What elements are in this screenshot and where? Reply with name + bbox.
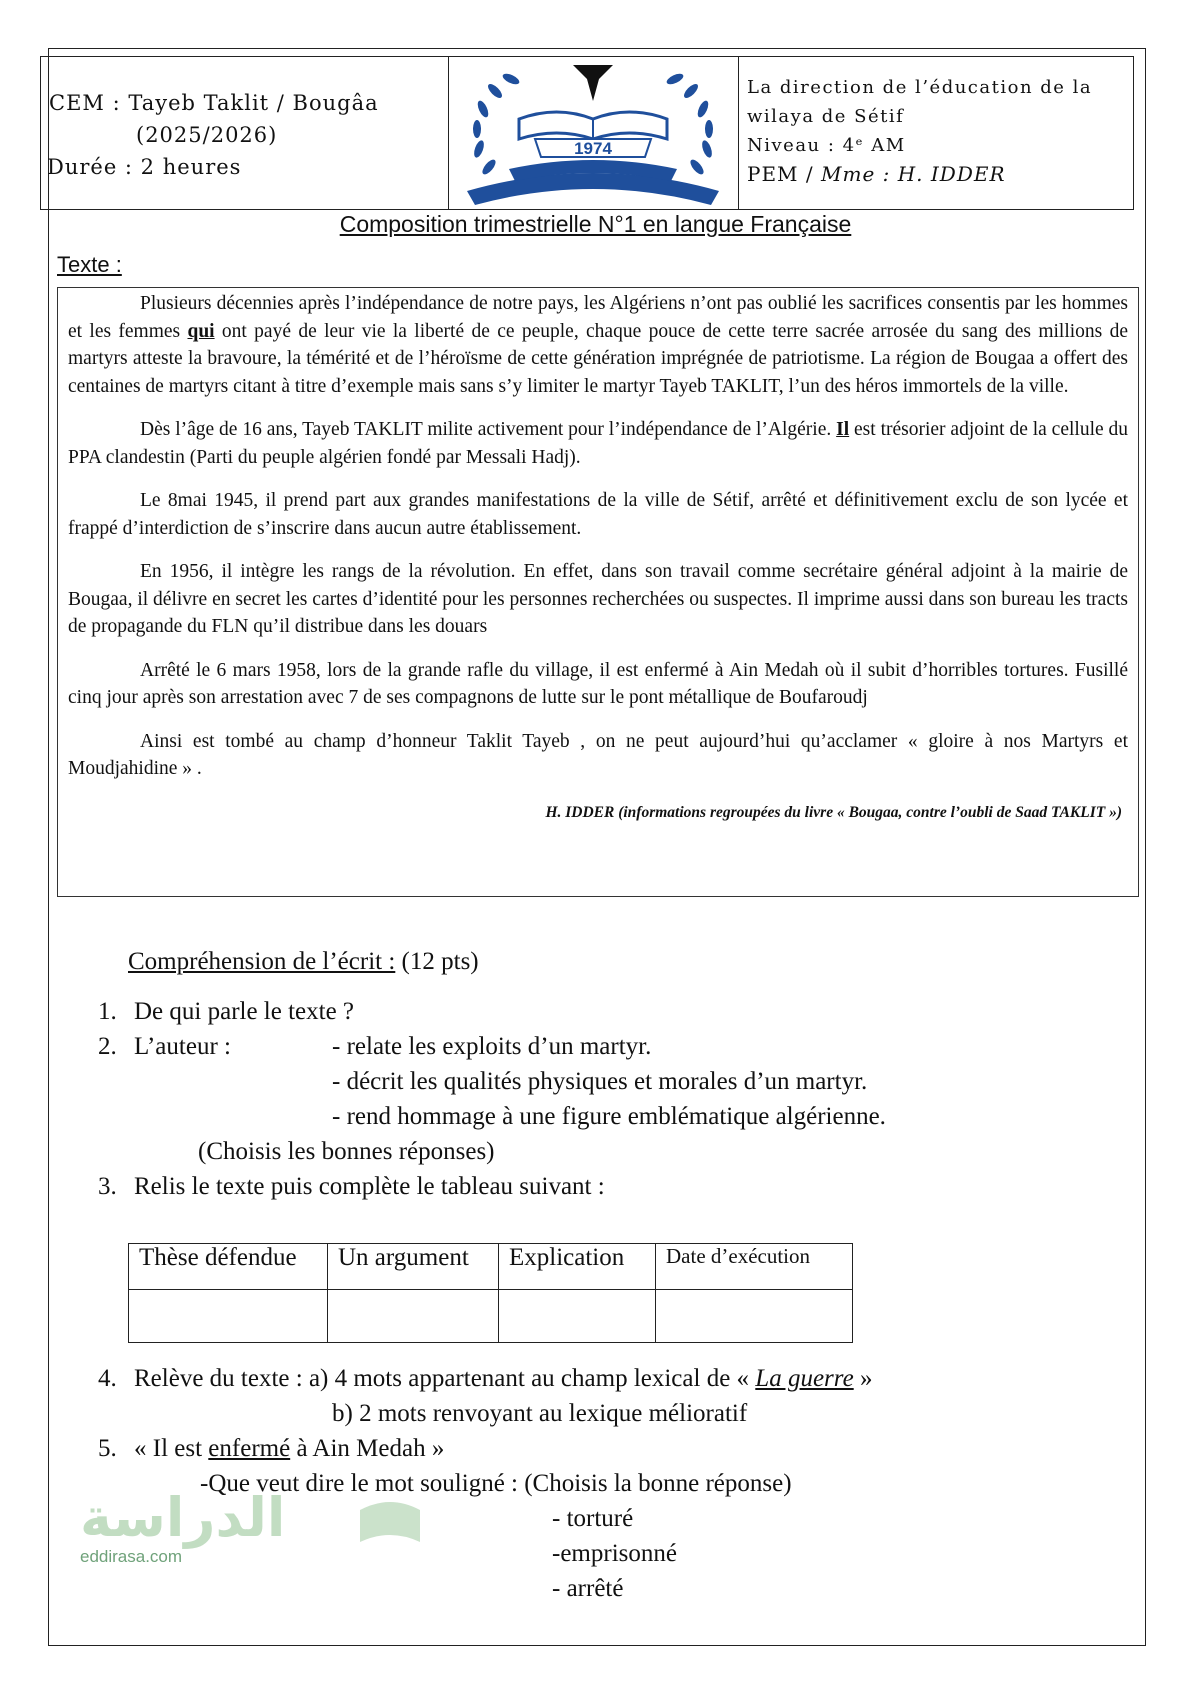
question-2-option-2: - décrit les qualités physiques et morales d’un martyr. (332, 1068, 868, 1095)
watermark-site: eddirasa.com (80, 1547, 183, 1566)
question-5-number: 5. (98, 1435, 117, 1462)
paragraph-5: Arrêté le 6 mars 1958, lors de la grande rafle du village, il est enfermé à Ain Medah où il subit d’horribles tortures. Fusillé cinq jour après son arrestation avec 7 de ses compagnons de lutte sur le pont métallique de Boufaroudj (68, 659, 1128, 708)
table-cell-date[interactable] (656, 1290, 853, 1343)
question-2-option-3: - rend hommage à une figure emblématique algérienne. (332, 1103, 886, 1130)
question-4-a-suffix: » (853, 1365, 873, 1392)
question-2 (98, 1033, 231, 1061)
header (40, 56, 1134, 210)
exam-duration: Durée : 2 heures (47, 155, 242, 179)
watermark-logo (70, 1480, 430, 1575)
paragraph-6: Ainsi est tombé au champ d’honneur Taklit Tayeb , on ne peut aujourd’hui qu’acclamer « gloire à nos Martyrs et Moudjahidine » . (68, 730, 1128, 779)
texte-label: Texte : (57, 252, 122, 277)
direction-line-1: La direction de l’éducation de la (747, 77, 1093, 98)
table-header-row (129, 1244, 853, 1290)
question-5-prefix: « Il est (134, 1435, 209, 1462)
table-cell-explication[interactable] (499, 1290, 656, 1343)
paragraph-4: En 1956, il intègre les rangs de la révolution. En effet, dans son travail comme secrétaire général adjoint à la mairie de Bougaa, il délivre en secret les cartes d’identité pour les personnes recherchées ou suspectes. Il imprime aussi dans son bureau les tracts de propagande du FLN qu’il distribue dans les douars (68, 561, 1128, 637)
question-4-a-prefix: Relève du texte : a) 4 mots appartenant au champ lexical de « (134, 1365, 756, 1392)
comprehension-heading (128, 948, 479, 976)
question-2-option-1: - relate les exploits d’un martyr. (332, 1033, 652, 1060)
question-4-a-term: La guerre (755, 1365, 854, 1392)
comprehension-points: (12 pts) (395, 948, 479, 975)
question-1 (98, 998, 354, 1026)
question-3 (98, 1173, 605, 1201)
question-1-number: 1. (98, 998, 117, 1025)
paragraph-1 (68, 290, 1128, 400)
school-logo (449, 57, 739, 209)
question-2-number: 2. (98, 1033, 117, 1060)
question-4-number: 4. (98, 1365, 117, 1392)
question-5-option-3: - arrêté (552, 1575, 624, 1602)
table-header-argument: Un argument (328, 1244, 499, 1290)
header-direction-block (739, 57, 1133, 209)
question-4 (98, 1365, 872, 1393)
question-3-text: Relis le texte puis complète le tableau suivant : (134, 1173, 605, 1200)
p1-highlight-qui: qui (187, 320, 215, 342)
school-year: (2025/2026) (136, 123, 278, 147)
logo-emblem-icon (449, 57, 737, 209)
question-5-ask: -Que veut dire le mot souligné : (Choisis la bonne réponse) (200, 1470, 792, 1497)
comprehension-title: Compréhension de l’écrit : (128, 948, 396, 975)
exam-title: Composition trimestrielle N°1 en langue Française (339, 211, 852, 237)
question-2-label: L’auteur : (134, 1033, 231, 1060)
watermark-arabic: الدراسة (80, 1486, 286, 1549)
question-5 (98, 1435, 444, 1463)
question-5-option-1: - torturé (552, 1505, 634, 1532)
question-5-underlined-word: enfermé (208, 1435, 291, 1462)
niveau: Niveau : 4ᵉ AM (747, 135, 906, 156)
question-5-suffix: à Ain Medah » (290, 1435, 445, 1462)
paragraph-3: Le 8mai 1945, il prend part aux grandes manifestations de la ville de Sétif, arrêté et définitivement exclu de son lycée et frappé d’interdiction de s’inscrire dans aucun autre établissement. (68, 490, 1128, 539)
table-answer-row (129, 1290, 853, 1343)
header-school-block (41, 57, 449, 209)
text-source: H. IDDER (informations regroupées du livre « Bougaa, contre l’oubli de Saad TAKLIT ») (545, 803, 1122, 821)
direction-line-2: wilaya de Sétif (747, 106, 905, 127)
p1-part-a: Plusieurs décennies après l’indépendance de notre pays, les Algériens n’ont pas oublié les sacrifices consentis par les hommes et les femmes (68, 293, 1128, 342)
p2-part-a: Dès l’âge de 16 ans, Tayeb TAKLIT milite activement pour l’indépendance de l’Algérie. (140, 419, 837, 440)
table-cell-argument[interactable] (328, 1290, 499, 1343)
teacher-name: Mme : H. IDDER (821, 162, 1006, 186)
watermark-book-icon (70, 1480, 430, 1570)
teacher-line (747, 160, 1133, 189)
table-header-date: Date d’exécution (656, 1244, 853, 1290)
question-3-number: 3. (98, 1173, 117, 1200)
pem-prefix: PEM / (747, 162, 814, 186)
table-header-explication: Explication (499, 1244, 656, 1290)
question-1-text: De qui parle le texte ? (134, 998, 355, 1025)
p2-highlight-il: Il (836, 419, 850, 440)
logo-year: 1974 (574, 139, 612, 158)
p2-part-b: est trésorier adjoint de la cellule du PPA clandestin (Parti du peuple algérien fondé par Messali Hadj). (68, 419, 1129, 468)
answer-table (128, 1243, 853, 1343)
school-name: CEM : Tayeb Taklit / Bougâa (49, 91, 379, 115)
p1-part-b: ont payé de leur vie la liberté de ce peuple, chaque pouce de cette terre sacrée arrosée du sang des millions de martyrs atteste la bravoure, la témérité et de l’héroïsme de cette génération imprégnée de patriotisme. La région de Bougaa a offert des centaines de martyrs citant à titre d’exemple mais sans s’y limiter le martyr Tayeb TAKLIT, l’un des héros immortels de la ville. (68, 320, 1128, 397)
table-cell-these[interactable] (129, 1290, 328, 1343)
table-header-these: Thèse défendue (129, 1244, 328, 1290)
question-4-b: b) 2 mots renvoyant au lexique mélioratif (332, 1400, 748, 1427)
question-5-option-2: -emprisonné (552, 1540, 677, 1567)
question-2-hint: (Choisis les bonnes réponses) (198, 1138, 495, 1165)
reading-text (57, 287, 1139, 897)
paragraph-2 (68, 416, 1128, 471)
